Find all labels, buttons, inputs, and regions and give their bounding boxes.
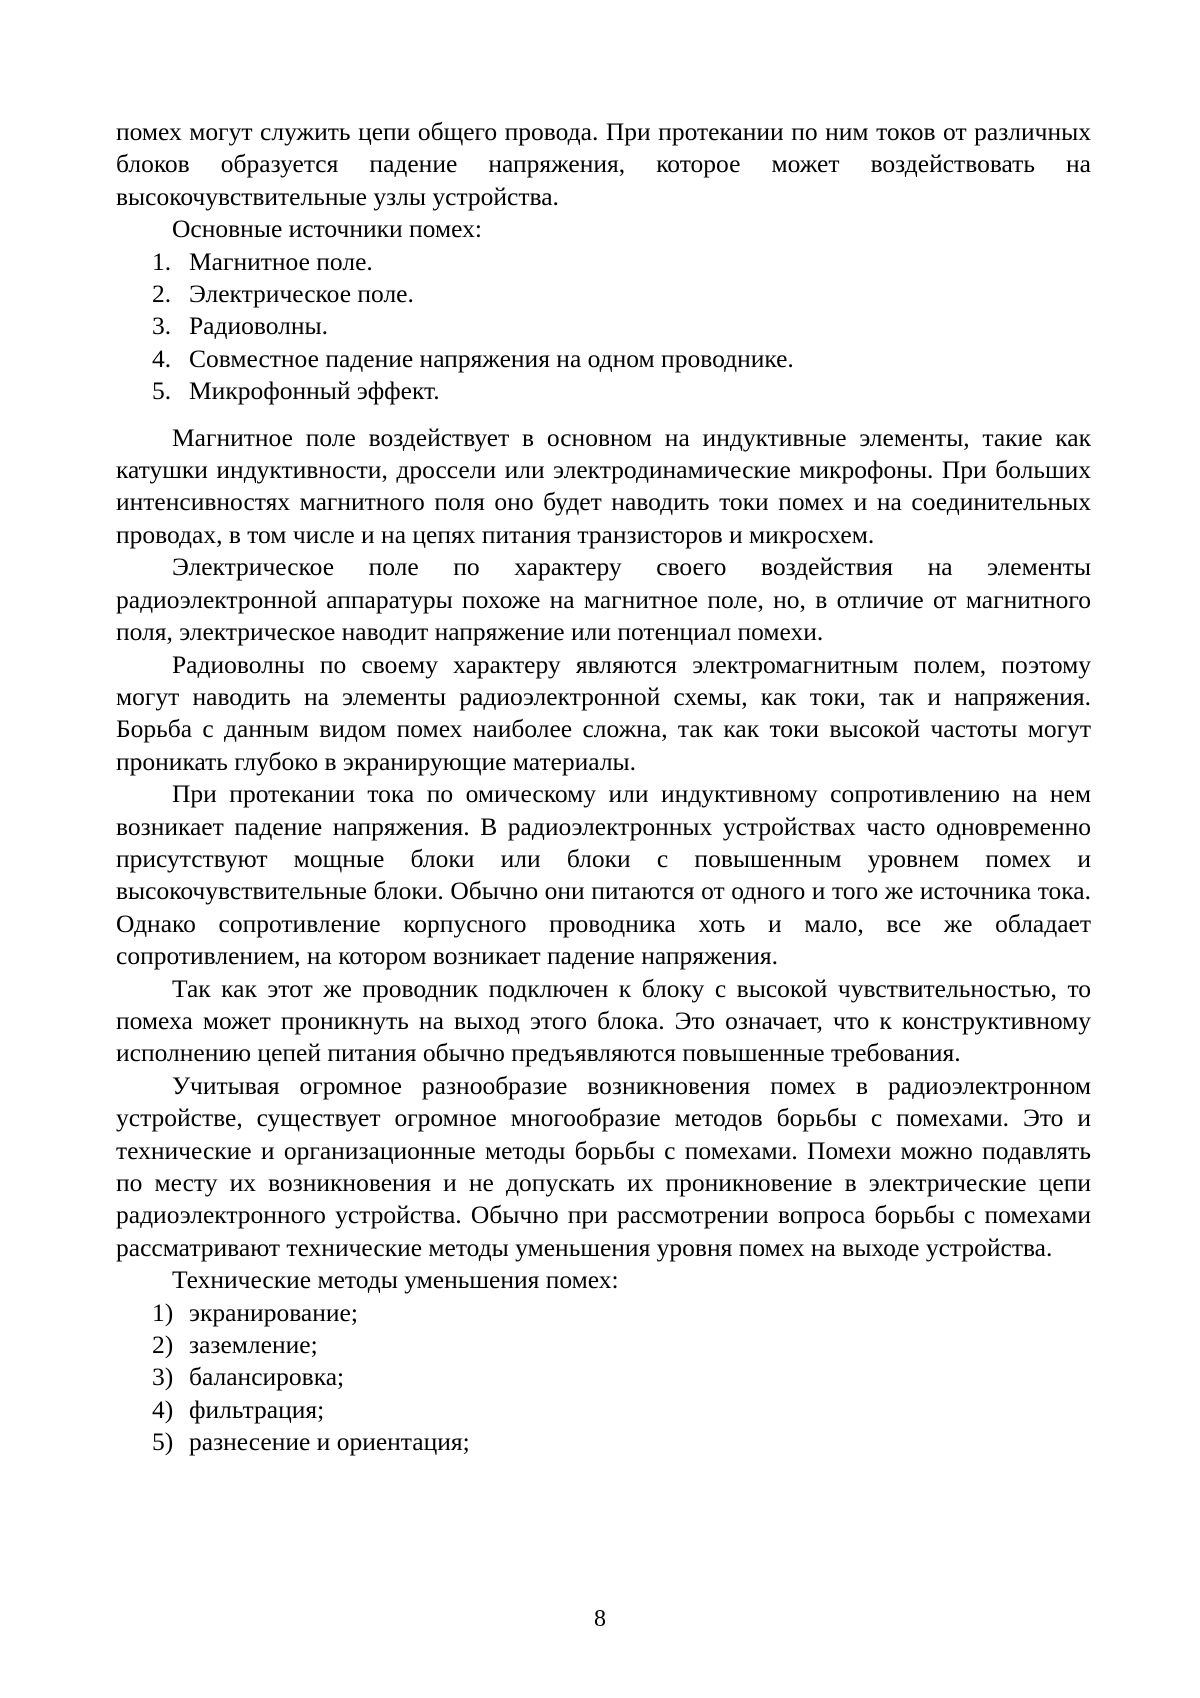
list-item — [116, 343, 1091, 375]
list-item-number: 5. — [152, 376, 172, 406]
list-item-number: 4. — [152, 343, 172, 373]
list-item-text: Магнитное поле. — [189, 246, 373, 276]
list-item — [116, 246, 1091, 278]
list-item-number: 1) — [152, 1297, 174, 1327]
methods-heading: Технические методы уменьшения помех: — [172, 1265, 619, 1295]
paragraph-common-conductor: Так как этот же проводник подключен к блоку с высокой чувствительностью, то помеха может проникнуть на выход этого блока. Это означает, что к конструктивному исполнению цепей питания обычно предъявляются повышенные требования. — [116, 973, 1091, 1068]
list-item — [116, 375, 1091, 407]
list-item — [116, 310, 1091, 342]
list-item-number: 3. — [152, 311, 172, 341]
sources-list — [116, 246, 1091, 408]
intro-paragraph: помех могут служить цепи общего провода. При протекании по ним токов от различных блоков образуется падение напряжения, которое может воздействовать на высокочувствительные узлы устройства. — [116, 117, 1091, 211]
list-item — [116, 1297, 1091, 1329]
list-item-text: Совместное падение напряжения на одном проводнике. — [189, 343, 794, 373]
list-item — [116, 1329, 1091, 1361]
page-number: 8 — [594, 1606, 606, 1632]
methods-list — [116, 1297, 1091, 1459]
list-item-text: разнесение и ориентация; — [189, 1427, 470, 1457]
sources-heading: Основные источники помех: — [172, 214, 482, 244]
paragraph-electric-field: Электрическое поле по характеру своего воздействия на элементы радиоэлектронной аппаратуры похоже на магнитное поле, но, в отличие от магнитного поля, электрическое наводит напряжение или потенциал помехи. — [116, 552, 1091, 647]
paragraph-interference-methods: Учитывая огромное разнообразие возникновения помех в радиоэлектронном устройстве, существует огромное многообразие методов борьбы с помехами. Это и технические и организационные методы борьбы с помехами. Помехи можно подавлять по месту их возникновения и не допускать их проникновение в электрические цепи радиоэлектронного устройства. Обычно при рассмотрении вопроса борьбы с помехами рассматривают технические методы уменьшения уровня помех на выходе устройства. — [116, 1070, 1091, 1262]
list-item-text: фильтрация; — [189, 1394, 325, 1424]
list-item-text: Микрофонный эффект. — [189, 376, 440, 406]
paragraph-radio-waves: Радиоволны по своему характеру являются электромагнитным полем, поэтому могут наводить на элементы радиоэлектронной схемы, как токи, так и напряжения. Борьба с данным видом помех наиболее сложна, так как токи высокой частоты могут проникать глубоко в экранирующие материалы. — [116, 649, 1091, 776]
list-item-number: 4) — [152, 1394, 174, 1424]
list-item-text: балансировка; — [189, 1362, 345, 1392]
list-item-number: 5) — [152, 1427, 174, 1457]
list-item-number: 2. — [152, 279, 172, 309]
list-item-number: 1. — [152, 246, 172, 276]
paragraph-voltage-drop: При протекании тока по омическому или индуктивному сопротивлению на нем возникает падение напряжения. В радиоэлектронных устройствах часто одновременно присутствуют мощные блоки или блоки с повышенным уровнем помех и высокочувствительные блоки. Обычно они питаются от одного и того же источника тока. Однако сопротивление корпусного проводника хоть и мало, все же обладает сопротивлением, на котором возникает падение напряжения. — [116, 779, 1091, 971]
list-item — [116, 278, 1091, 310]
list-item-text: Радиоволны. — [189, 311, 329, 341]
list-item — [116, 1426, 1091, 1458]
list-item-text: заземление; — [189, 1330, 318, 1360]
list-item-number: 3) — [152, 1362, 174, 1392]
list-item — [116, 1394, 1091, 1426]
list-item-text: Электрическое поле. — [189, 279, 414, 309]
list-item — [116, 1361, 1091, 1393]
list-item-text: экранирование; — [189, 1297, 358, 1327]
paragraph-magnetic-field: Магнитное поле воздействует в основном на индуктивные элементы, такие как катушки индуктивности, дроссели или электродинамические микрофоны. При больших интенсивностях магнитного поля оно будет наводить токи помех и на соединительных проводах, в том числе и на цепях питания транзисторов и микросхем. — [116, 422, 1091, 549]
paragraph-gap — [116, 408, 1091, 422]
list-item-number: 2) — [152, 1330, 174, 1360]
page-content — [116, 116, 1091, 1459]
